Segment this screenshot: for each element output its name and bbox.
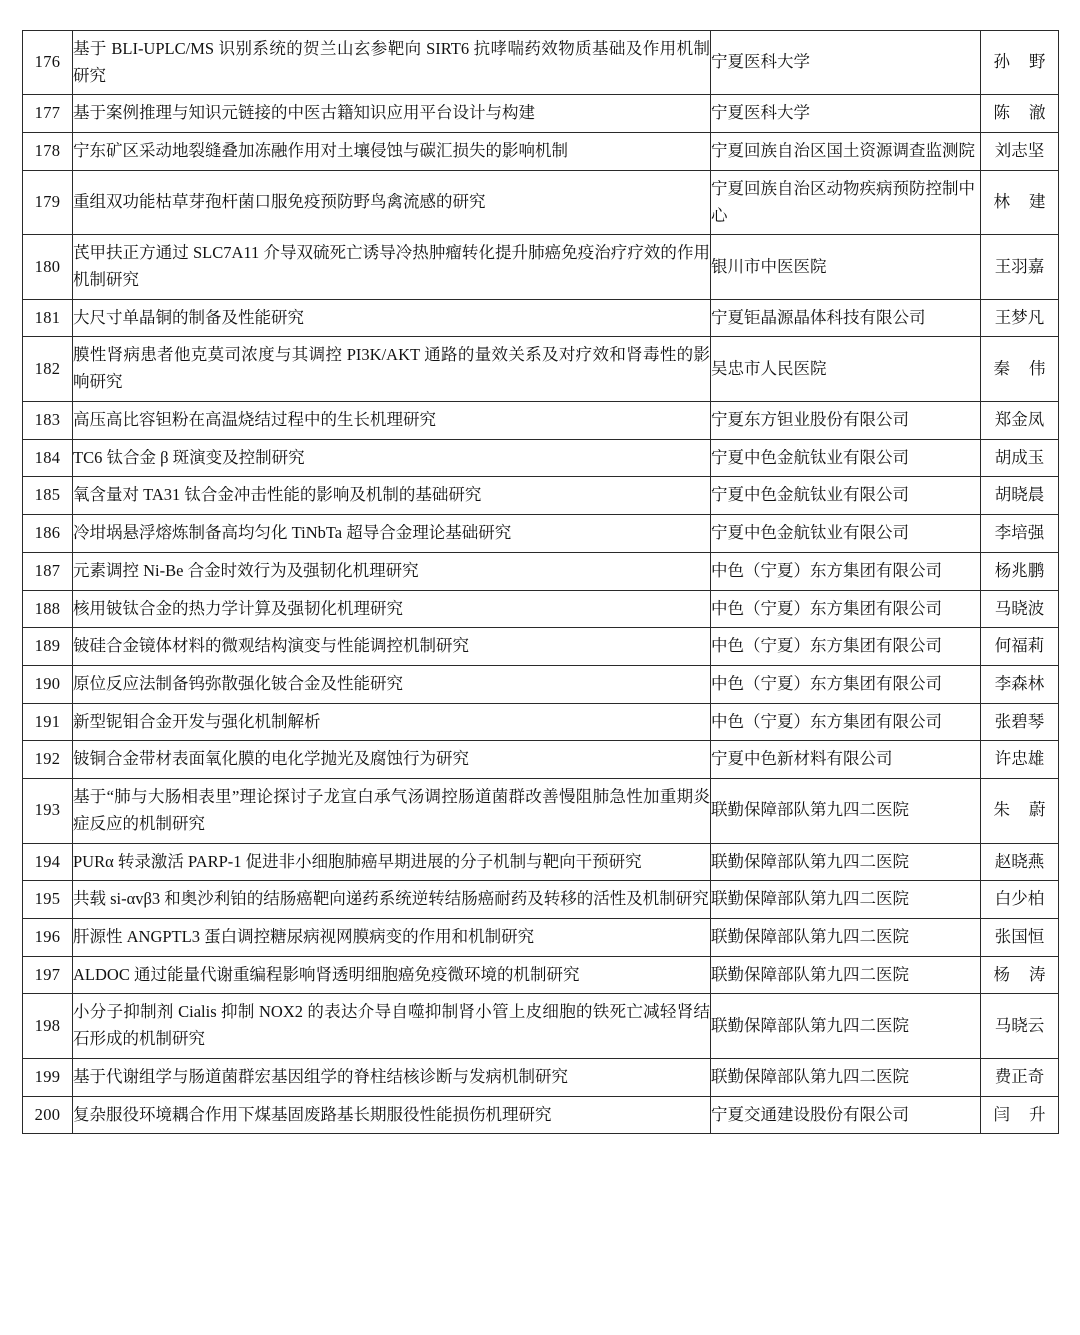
- project-title-cell: 基于代谢组学与肠道菌群宏基因组学的脊柱结核诊断与发病机制研究: [73, 1058, 711, 1096]
- applicant-organization-cell: 联勤保障部队第九四二医院: [711, 956, 981, 994]
- principal-name-char: 朱: [993, 800, 1010, 820]
- row-index-cell: 194: [23, 843, 73, 881]
- applicant-organization-cell: 宁夏中色新材料有限公司: [711, 741, 981, 779]
- principal-name-char: 升: [1029, 1104, 1046, 1124]
- row-index-cell: 186: [23, 515, 73, 553]
- applicant-organization-cell: 宁夏东方钽业股份有限公司: [711, 401, 981, 439]
- table-row: [23, 133, 1059, 171]
- row-index-cell: 181: [23, 299, 73, 337]
- project-title-cell: 冷坩埚悬浮熔炼制备高均匀化 TiNbTa 超导合金理论基础研究: [73, 515, 711, 553]
- table-row: [23, 31, 1059, 95]
- applicant-organization-cell: 联勤保障部队第九四二医院: [711, 994, 981, 1058]
- table-row: [23, 170, 1059, 234]
- table-row: [23, 843, 1059, 881]
- principal-name-cell: 李培强: [981, 515, 1059, 553]
- applicant-organization-cell: 联勤保障部队第九四二医院: [711, 881, 981, 919]
- row-index-cell: 184: [23, 439, 73, 477]
- applicant-organization-cell: 中色（宁夏）东方集团有限公司: [711, 590, 981, 628]
- project-title-cell: 肝源性 ANGPTL3 蛋白调控糖尿病视网膜病变的作用和机制研究: [73, 918, 711, 956]
- principal-name-cell: 赵晓燕: [981, 843, 1059, 881]
- project-title-cell: 宁东矿区采动地裂缝叠加冻融作用对土壤侵蚀与碳汇损失的影响机制: [73, 133, 711, 171]
- project-title-cell: 共载 si-αvβ3 和奥沙利铂的结肠癌靶向递药系统逆转结肠癌耐药及转移的活性及机制研究: [73, 881, 711, 919]
- table-row: [23, 779, 1059, 843]
- principal-name-cell: 王羽嘉: [981, 235, 1059, 299]
- table-row: [23, 741, 1059, 779]
- project-title-cell: 基于“肺与大肠相表里”理论探讨子龙宣白承气汤调控肠道菌群改善慢阻肺急性加重期炎症反应的机制研究: [73, 779, 711, 843]
- row-index-cell: 197: [23, 956, 73, 994]
- principal-name-cell: 郑金凤: [981, 401, 1059, 439]
- row-index-cell: 196: [23, 918, 73, 956]
- principal-name-char: 林: [993, 192, 1010, 212]
- principal-name-char: 蔚: [1029, 800, 1046, 820]
- row-index-cell: 190: [23, 665, 73, 703]
- principal-name-cell: 杨兆鹏: [981, 552, 1059, 590]
- project-title-cell: PURα 转录激活 PARP-1 促进非小细胞肺癌早期进展的分子机制与靶向干预研究: [73, 843, 711, 881]
- principal-name-char: 闫: [993, 1104, 1010, 1124]
- applicant-organization-cell: 宁夏中色金航钛业有限公司: [711, 477, 981, 515]
- principal-name-char: 秦: [993, 358, 1010, 378]
- applicant-organization-cell: 宁夏医科大学: [711, 95, 981, 133]
- table-body: [23, 31, 1059, 1134]
- principal-name-char: 伟: [1029, 358, 1046, 378]
- principal-name-cell: 胡晓晨: [981, 477, 1059, 515]
- table-row: [23, 515, 1059, 553]
- project-title-cell: 膜性肾病患者他克莫司浓度与其调控 PI3K/AKT 通路的量效关系及对疗效和肾毒性的影响研究: [73, 337, 711, 401]
- table-row: [23, 95, 1059, 133]
- principal-name-char: 野: [1029, 52, 1046, 72]
- table-row: [23, 299, 1059, 337]
- applicant-organization-cell: 中色（宁夏）东方集团有限公司: [711, 628, 981, 666]
- project-title-cell: 复杂服役环境耦合作用下煤基固废路基长期服役性能损伤机理研究: [73, 1096, 711, 1134]
- row-index-cell: 195: [23, 881, 73, 919]
- row-index-cell: 185: [23, 477, 73, 515]
- principal-name-char: 澈: [1029, 103, 1046, 123]
- row-index-cell: 179: [23, 170, 73, 234]
- row-index-cell: 176: [23, 31, 73, 95]
- applicant-organization-cell: 宁夏中色金航钛业有限公司: [711, 515, 981, 553]
- principal-name-cell: 许忠雄: [981, 741, 1059, 779]
- row-index-cell: 191: [23, 703, 73, 741]
- row-index-cell: 192: [23, 741, 73, 779]
- row-index-cell: 193: [23, 779, 73, 843]
- principal-name-cell: 张国恒: [981, 918, 1059, 956]
- table-row: [23, 401, 1059, 439]
- project-title-cell: 高压高比容钽粉在高温烧结过程中的生长机理研究: [73, 401, 711, 439]
- project-title-cell: 氧含量对 TA31 钛合金冲击性能的影响及机制的基础研究: [73, 477, 711, 515]
- project-title-cell: 基于案例推理与知识元链接的中医古籍知识应用平台设计与构建: [73, 95, 711, 133]
- applicant-organization-cell: 中色（宁夏）东方集团有限公司: [711, 552, 981, 590]
- project-title-cell: 重组双功能枯草芽孢杆菌口服免疫预防野鸟禽流感的研究: [73, 170, 711, 234]
- table-row: [23, 956, 1059, 994]
- project-title-cell: 铍硅合金镜体材料的微观结构演变与性能调控机制研究: [73, 628, 711, 666]
- principal-name-cell: [981, 337, 1059, 401]
- table-row: [23, 477, 1059, 515]
- project-title-cell: 芪甲扶正方通过 SLC7A11 介导双硫死亡诱导冷热肿瘤转化提升肺癌免疫治疗疗效的作用机制研究: [73, 235, 711, 299]
- table-row: [23, 665, 1059, 703]
- row-index-cell: 177: [23, 95, 73, 133]
- principal-name-cell: 王梦凡: [981, 299, 1059, 337]
- applicant-organization-cell: 联勤保障部队第九四二医院: [711, 1058, 981, 1096]
- applicant-organization-cell: 中色（宁夏）东方集团有限公司: [711, 703, 981, 741]
- row-index-cell: 178: [23, 133, 73, 171]
- principal-name-char: 杨: [993, 964, 1010, 984]
- principal-name-cell: [981, 1096, 1059, 1134]
- table-row: [23, 590, 1059, 628]
- row-index-cell: 198: [23, 994, 73, 1058]
- project-title-cell: 基于 BLI-UPLC/MS 识别系统的贺兰山玄参靶向 SIRT6 抗哮喘药效物质基础及作用机制研究: [73, 31, 711, 95]
- project-listing-table: [22, 30, 1059, 1134]
- row-index-cell: 180: [23, 235, 73, 299]
- row-index-cell: 187: [23, 552, 73, 590]
- project-title-cell: 大尺寸单晶铜的制备及性能研究: [73, 299, 711, 337]
- principal-name-cell: [981, 956, 1059, 994]
- table-row: [23, 337, 1059, 401]
- project-title-cell: 新型铌钼合金开发与强化机制解析: [73, 703, 711, 741]
- project-title-cell: 元素调控 Ni-Be 合金时效行为及强韧化机理研究: [73, 552, 711, 590]
- applicant-organization-cell: 宁夏回族自治区动物疾病预防控制中心: [711, 170, 981, 234]
- project-title-cell: 原位反应法制备钨弥散强化铍合金及性能研究: [73, 665, 711, 703]
- principal-name-cell: [981, 779, 1059, 843]
- principal-name-cell: 马晓波: [981, 590, 1059, 628]
- principal-name-char: 陈: [993, 103, 1010, 123]
- principal-name-cell: 何福莉: [981, 628, 1059, 666]
- principal-name-char: 孙: [993, 52, 1010, 72]
- row-index-cell: 183: [23, 401, 73, 439]
- principal-name-cell: 胡成玉: [981, 439, 1059, 477]
- applicant-organization-cell: 联勤保障部队第九四二医院: [711, 918, 981, 956]
- principal-name-cell: [981, 170, 1059, 234]
- principal-name-cell: 李森林: [981, 665, 1059, 703]
- principal-name-cell: 马晓云: [981, 994, 1059, 1058]
- applicant-organization-cell: 宁夏回族自治区国土资源调查监测院: [711, 133, 981, 171]
- row-index-cell: 189: [23, 628, 73, 666]
- applicant-organization-cell: 联勤保障部队第九四二医院: [711, 843, 981, 881]
- table-row: [23, 918, 1059, 956]
- table-row: [23, 1096, 1059, 1134]
- table-row: [23, 628, 1059, 666]
- table-row: [23, 1058, 1059, 1096]
- applicant-organization-cell: 吴忠市人民医院: [711, 337, 981, 401]
- row-index-cell: 188: [23, 590, 73, 628]
- principal-name-char: 涛: [1029, 964, 1046, 984]
- project-title-cell: 小分子抑制剂 Cialis 抑制 NOX2 的表达介导自噬抑制肾小管上皮细胞的铁死亡减轻肾结石形成的机制研究: [73, 994, 711, 1058]
- row-index-cell: 182: [23, 337, 73, 401]
- principal-name-cell: 张碧琴: [981, 703, 1059, 741]
- table-row: [23, 439, 1059, 477]
- table-row: [23, 881, 1059, 919]
- principal-name-cell: 白少柏: [981, 881, 1059, 919]
- row-index-cell: 200: [23, 1096, 73, 1134]
- principal-name-char: 建: [1029, 192, 1046, 212]
- applicant-organization-cell: 中色（宁夏）东方集团有限公司: [711, 665, 981, 703]
- applicant-organization-cell: 宁夏医科大学: [711, 31, 981, 95]
- row-index-cell: 199: [23, 1058, 73, 1096]
- principal-name-cell: 刘志坚: [981, 133, 1059, 171]
- applicant-organization-cell: 银川市中医医院: [711, 235, 981, 299]
- applicant-organization-cell: 宁夏交通建设股份有限公司: [711, 1096, 981, 1134]
- applicant-organization-cell: 联勤保障部队第九四二医院: [711, 779, 981, 843]
- project-title-cell: ALDOC 通过能量代谢重编程影响肾透明细胞癌免疫微环境的机制研究: [73, 956, 711, 994]
- project-title-cell: 核用铍钛合金的热力学计算及强韧化机理研究: [73, 590, 711, 628]
- project-title-cell: TC6 钛合金 β 斑演变及控制研究: [73, 439, 711, 477]
- principal-name-cell: 费正奇: [981, 1058, 1059, 1096]
- table-row: [23, 994, 1059, 1058]
- applicant-organization-cell: 宁夏中色金航钛业有限公司: [711, 439, 981, 477]
- principal-name-cell: [981, 95, 1059, 133]
- table-row: [23, 552, 1059, 590]
- principal-name-cell: [981, 31, 1059, 95]
- project-title-cell: 铍铜合金带材表面氧化膜的电化学抛光及腐蚀行为研究: [73, 741, 711, 779]
- applicant-organization-cell: 宁夏钜晶源晶体科技有限公司: [711, 299, 981, 337]
- table-row: [23, 703, 1059, 741]
- table-row: [23, 235, 1059, 299]
